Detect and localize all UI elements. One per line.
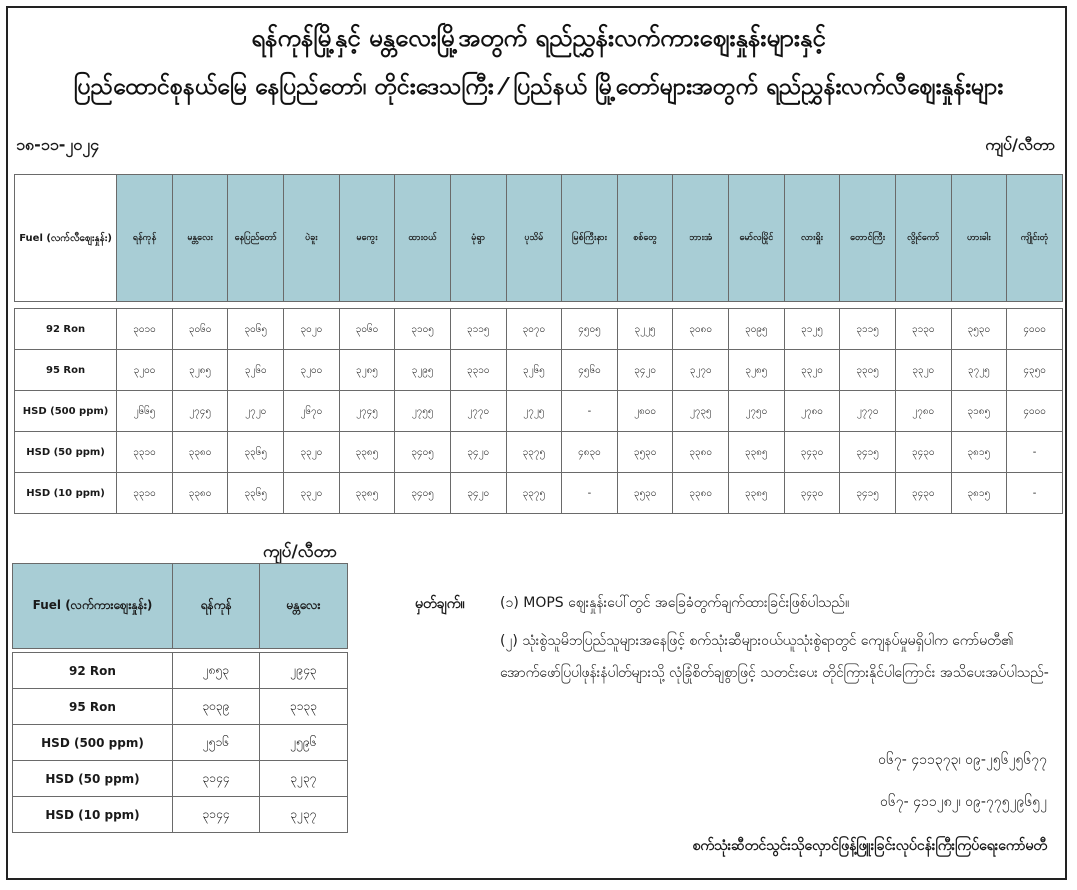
price-cell: ၂၆၇၀ — [284, 391, 340, 432]
price-cell: ၃၃၈၀ — [172, 432, 228, 473]
price-cell: ၂၆၆၅ — [117, 391, 173, 432]
price-cell: - — [1007, 473, 1063, 514]
price-cell: ၃၈၁၅ — [951, 473, 1007, 514]
notes-label: မှတ်ချက်။ — [415, 596, 465, 612]
price-cell: ၃၁၁၅ — [840, 309, 896, 350]
city-header: မုံရွာ — [450, 175, 506, 302]
price-cell: ၂၇၇၀ — [450, 391, 506, 432]
price-cell: ၃၁၃၃ — [260, 689, 348, 725]
table-row — [15, 391, 1063, 432]
price-cell: ၃၃၁၀ — [117, 473, 173, 514]
price-cell: ၄၅၆၀ — [562, 350, 618, 391]
price-cell: ၃၁၃၀ — [895, 309, 951, 350]
price-cell: ၃၃၇၅ — [506, 473, 562, 514]
price-cell: ၃၂၀၀ — [284, 350, 340, 391]
fuel-type-label: HSD (50 ppm) — [13, 761, 173, 797]
city-header: ဘားအံ — [673, 175, 729, 302]
price-cell: ၃၃၂၀ — [784, 350, 840, 391]
price-cell: ၃၅၃၀ — [617, 432, 673, 473]
price-cell: ၂၇၂၅ — [506, 391, 562, 432]
price-cell: ၃၃၈၀ — [172, 473, 228, 514]
price-cell: ၃၂၈၅ — [172, 350, 228, 391]
notice-date: ၁၈-၁၁-၂၀၂၄ — [16, 135, 100, 154]
price-cell: ၃၀၇၀ — [506, 309, 562, 350]
note-item-2: (၂) သုံးစွဲသူမိဘပြည်သူများအနေဖြင့် စက်သုံးဆီများဝယ်ယူသုံးစွဲရာတွင် ကျေနပ်မှုမရှိပါက ကော်မတီ၏ အောက်ဖော်ပြပါဖုန်းနံပါတ်များသို့ လုံခြုံစိတ်ချစွာဖြင့် သတင်းပေး တိုင်ကြားနိုင်ပါကြောင်း အသိပေးအပ်ပါသည်- — [500, 633, 1049, 681]
fuel-type-label: HSD (50 ppm) — [15, 432, 117, 473]
price-cell: - — [1007, 432, 1063, 473]
city-header: မန္တလေး — [260, 564, 348, 649]
price-cell: ၃၃၈၅ — [729, 432, 785, 473]
retail-header-row — [15, 175, 1063, 302]
price-cell: ၃၀၃၉ — [173, 689, 260, 725]
table-row — [13, 725, 348, 761]
city-header: မြစ်ကြီးနား — [562, 175, 618, 302]
price-cell: ၃၁၄၄ — [173, 797, 260, 833]
price-cell: ၃၅၃၀ — [951, 309, 1007, 350]
price-cell: ၃၁၂၅ — [784, 309, 840, 350]
city-header: ပုသိမ် — [506, 175, 562, 302]
committee-name: စက်သုံးဆီတင်သွင်းသိုလှောင်ဖြန့်ဖြူးခြင်းလုပ်ငန်းကြီးကြပ်ရေးကော်မတီ — [692, 838, 1047, 854]
spacer-cell — [15, 302, 1063, 309]
city-header: နေပြည်တော် — [228, 175, 284, 302]
table-row — [13, 689, 348, 725]
price-cell: ၃၄၃၀ — [895, 473, 951, 514]
table-row — [15, 473, 1063, 514]
price-cell: ၃၃၁၀ — [450, 350, 506, 391]
price-cell: ၃၂၆၀ — [228, 350, 284, 391]
price-cell: ၃၃၈၅ — [339, 432, 395, 473]
fuel-type-label: 92 Ron — [15, 309, 117, 350]
price-cell: ၃၄၃၀ — [784, 473, 840, 514]
table-row — [15, 309, 1063, 350]
table-row — [15, 350, 1063, 391]
price-cell: ၄၅၀၅ — [562, 309, 618, 350]
price-cell: ၃၁၄၄ — [173, 761, 260, 797]
price-cell: ၃၃၆၅ — [228, 432, 284, 473]
price-cell: ၃၄၂၀ — [617, 350, 673, 391]
fuel-type-label: 95 Ron — [13, 689, 173, 725]
fuel-column-header: Fuel (လက်ကားဈေးနှုန်း) — [13, 564, 173, 649]
price-cell: ၄၈၃၀ — [562, 432, 618, 473]
city-header: ဟားခါး — [951, 175, 1007, 302]
price-cell: ၃၂၀၀ — [117, 350, 173, 391]
price-cell: ၃၂၈၅ — [339, 350, 395, 391]
city-header: ရန်ကုန် — [173, 564, 260, 649]
price-cell: ၃၃၆၅ — [228, 473, 284, 514]
price-cell: ၂၇၄၅ — [172, 391, 228, 432]
fuel-type-label: HSD (500 ppm) — [15, 391, 117, 432]
fuel-type-label: HSD (500 ppm) — [13, 725, 173, 761]
city-header: ရန်ကုန် — [117, 175, 173, 302]
price-cell: ၃၄၀၅ — [395, 473, 451, 514]
price-cell: ၃၂၂၅ — [617, 309, 673, 350]
price-cell: ၃၂၉၅ — [395, 350, 451, 391]
price-cell: ၃၀၂၀ — [284, 309, 340, 350]
price-cell: ၂၇၅၀ — [729, 391, 785, 432]
price-cell: ၂၇၃၅ — [673, 391, 729, 432]
retail-price-table — [14, 174, 1063, 514]
retail-unit-label: ကျပ်/လီတာ — [985, 135, 1055, 154]
price-cell: ၃၀၉၅ — [729, 309, 785, 350]
table-row — [13, 653, 348, 689]
price-cell: ၃၂၆၅ — [506, 350, 562, 391]
price-cell: - — [562, 473, 618, 514]
table-row — [15, 432, 1063, 473]
price-cell: ၃၃၈၀ — [673, 432, 729, 473]
wholesale-unit-label: ကျပ်/လီတာ — [263, 542, 338, 562]
price-cell: - — [562, 391, 618, 432]
price-cell: ၃၄၁၅ — [840, 473, 896, 514]
price-cell: ၂၇၅၅ — [395, 391, 451, 432]
price-cell: ၃၃၁၀ — [117, 432, 173, 473]
price-cell: ၃၄၁၅ — [840, 432, 896, 473]
price-cell: ၃၀၆၅ — [228, 309, 284, 350]
price-cell: ၂၅၉၆ — [260, 725, 348, 761]
price-cell: ၃၁၀၅ — [395, 309, 451, 350]
price-cell: ၃၇၂၅ — [951, 350, 1007, 391]
price-cell: ၃၅၃၀ — [617, 473, 673, 514]
price-cell: ၃၁၈၅ — [951, 391, 1007, 432]
price-cell: ၂၈၅၃ — [173, 653, 260, 689]
price-cell: ၃၀၆၀ — [339, 309, 395, 350]
price-cell: ၃၈၁၅ — [951, 432, 1007, 473]
price-cell: ၃၃၀၅ — [840, 350, 896, 391]
city-header: မန္တလေး — [172, 175, 228, 302]
price-cell: ၄၀၀၀ — [1007, 391, 1063, 432]
fuel-type-label: 95 Ron — [15, 350, 117, 391]
price-cell: ၃၀၆၀ — [172, 309, 228, 350]
wholesale-header-row — [13, 564, 348, 649]
wholesale-price-table — [12, 563, 348, 833]
note-item-1: (၁) MOPS ဈေးနှုန်းပေါ်တွင် အခြေခံတွက်ချက်ထားခြင်းဖြစ်ပါသည်။ — [500, 595, 850, 611]
price-cell: ၃၃၈၀ — [673, 473, 729, 514]
price-cell: ၂၅၁၆ — [173, 725, 260, 761]
price-cell: ၂၇၈၀ — [784, 391, 840, 432]
fuel-type-label: 92 Ron — [13, 653, 173, 689]
price-cell: ၃၁၁၅ — [450, 309, 506, 350]
price-cell: ၃၀၈၀ — [673, 309, 729, 350]
price-cell: ၃၂၈၅ — [729, 350, 785, 391]
price-cell: ၃၃၇၅ — [506, 432, 562, 473]
table-row — [13, 761, 348, 797]
table-row — [13, 797, 348, 833]
city-header: စစ်တွေ — [617, 175, 673, 302]
price-cell: ၂၉၄၃ — [260, 653, 348, 689]
price-cell: ၃၄၂၀ — [450, 432, 506, 473]
title-line-1: ရန်ကုန်မြို့နှင့် မန္တလေးမြို့အတွက် ရည်ညွှန်းလက်ကားဈေးနှုန်းများနှင့် — [251, 24, 826, 52]
price-cell: ၃၂၃၇ — [260, 761, 348, 797]
city-header: လွိုင်ကော် — [895, 175, 951, 302]
fuel-type-label: HSD (10 ppm) — [15, 473, 117, 514]
price-cell: ၃၃၂၀ — [895, 350, 951, 391]
price-cell: ၃၂၇၀ — [673, 350, 729, 391]
price-cell: ၃၃၂၀ — [284, 432, 340, 473]
price-cell: ၂၇၂၀ — [228, 391, 284, 432]
price-cell: ၃၄၃၀ — [895, 432, 951, 473]
city-header: ပဲခူး — [284, 175, 340, 302]
fuel-column-header: Fuel (လက်လီဈေးနှုန်း) — [15, 175, 117, 302]
city-header: မကွေး — [339, 175, 395, 302]
price-cell: ၃၃၂၀ — [284, 473, 340, 514]
price-cell: ၃၄၂၀ — [450, 473, 506, 514]
city-header: ထားဝယ် — [395, 175, 451, 302]
price-cell: ၃၄၀၅ — [395, 432, 451, 473]
row-spacer — [15, 302, 1063, 309]
phone-numbers-1: ၀၆၇- ၄၁၁၃၇၃၊ ၀၉-၂၅၆၂၅၆၇၇ — [878, 752, 1047, 768]
city-header: လားရှိုး — [784, 175, 840, 302]
phone-numbers-2: ၀၆၇- ၄၁၁၂၈၂၊ ၀၉-၇၇၅၂၉၆၅၂ — [880, 794, 1047, 810]
price-cell: ၃၃၈၅ — [339, 473, 395, 514]
price-cell: ၄၃၅၀ — [1007, 350, 1063, 391]
price-cell: ၃၂၃၇ — [260, 797, 348, 833]
price-cell: ၂၇၄၅ — [339, 391, 395, 432]
price-cell: ၃၃၈၅ — [729, 473, 785, 514]
city-header: မော်လမြိုင် — [729, 175, 785, 302]
city-header: ကျိုင်းတုံ — [1007, 175, 1063, 302]
fuel-type-label: HSD (10 ppm) — [13, 797, 173, 833]
price-cell: ၃၀၁၀ — [117, 309, 173, 350]
price-cell: ၄၀၀၀ — [1007, 309, 1063, 350]
price-cell: ၂၇၇၀ — [840, 391, 896, 432]
city-header: တောင်ကြီး — [840, 175, 896, 302]
title-line-2: ပြည်ထောင်စုနယ်မြေ နေပြည်တော်၊ တိုင်းဒေသကြီး ⁄ ပြည်နယ် မြို့တော်များအတွက် ရည်ညွှန်းလက်လီဈေးနှုန်းများ — [73, 74, 1004, 100]
price-cell: ၃၄၃၀ — [784, 432, 840, 473]
price-cell: ၂၈၀၀ — [617, 391, 673, 432]
price-cell: ၂၇၈၀ — [895, 391, 951, 432]
